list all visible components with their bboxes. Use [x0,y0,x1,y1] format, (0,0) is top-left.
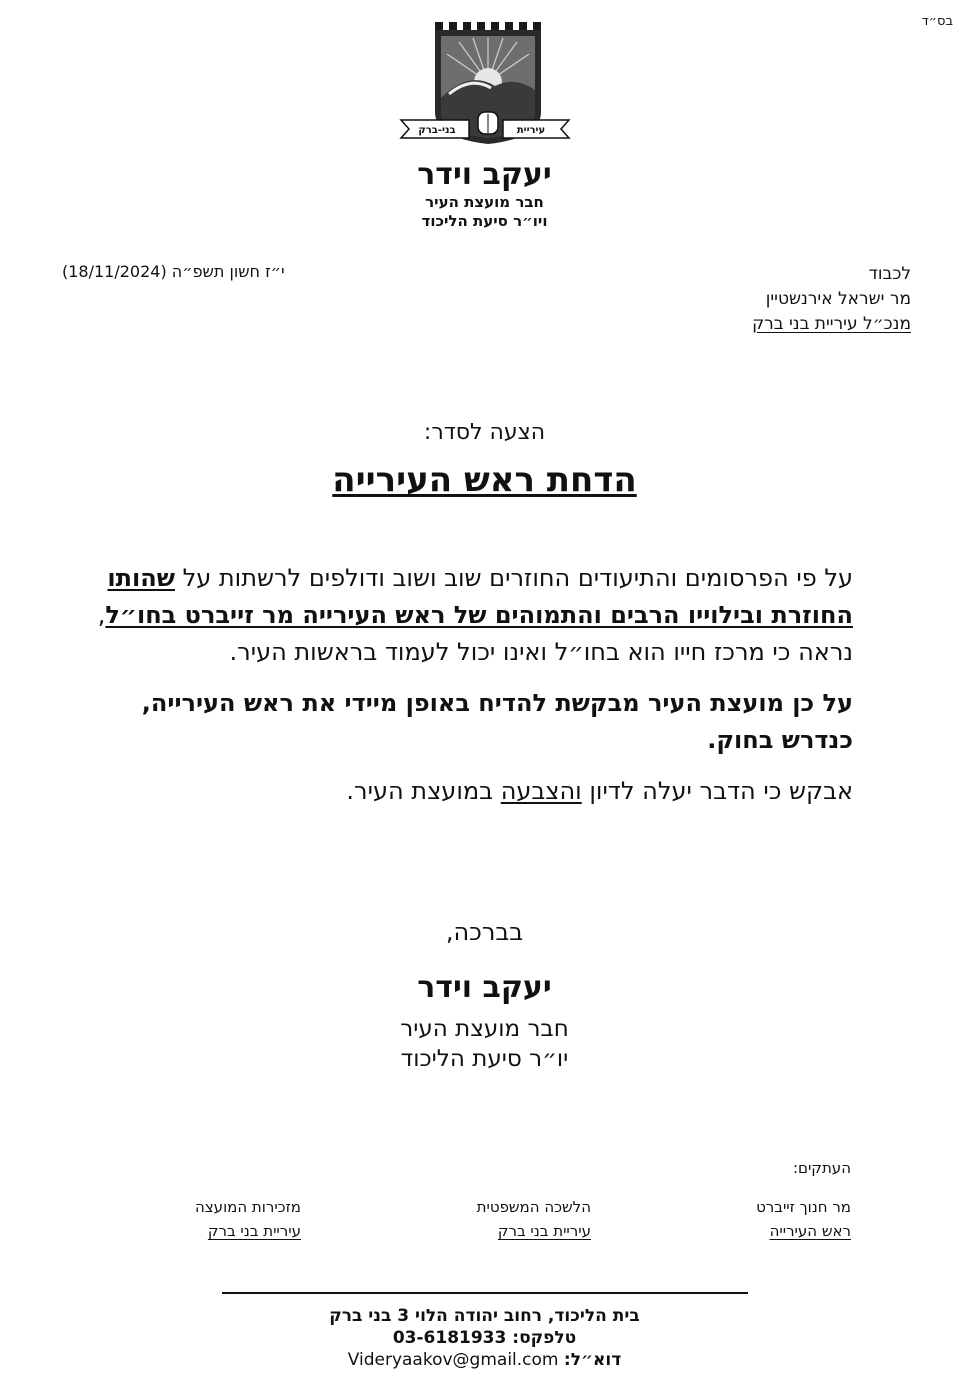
p1-end: , נראה כי מרכז חייו הוא בחו״ל ואינו יכול לעמוד בראשות העיר. [97,601,853,666]
recipient-line1: לכבוד [868,264,911,284]
footer-email-row [0,1350,969,1370]
subject-title: הדחת ראש העירייה [332,460,637,500]
copy-name: מר חנוך זייברט [756,1198,851,1216]
footer-email-label: דוא״ל: [563,1350,622,1370]
copy-recipient [756,1195,851,1243]
recipient-block [752,262,911,337]
copy-recipient [195,1195,301,1243]
signature-name: יעקב וידר [417,970,552,1005]
bsd-mark: בס״ד [921,14,953,29]
copy-recipient [477,1195,591,1243]
footer-phone-row [0,1328,969,1348]
copy-name: מזכירות המועצה [194,1198,301,1216]
footer-phone: 03-6181933 [392,1328,507,1348]
logo-banner-left: בני-ברק [418,125,456,136]
logo-banner-right: עיריית [516,125,546,136]
footer-phone-label: טלפקס: [512,1328,577,1348]
p3-end: במועצת העיר. [346,777,501,805]
header-title-line1: חבר מועצת העיר [425,193,544,211]
signature-line2: יו״ר סיעת הליכוד [400,1046,569,1072]
footer-address: בית הליכוד, רחוב יהודה הלוי 3 בני ברק [329,1306,640,1326]
p3-underlined: והצבעה [500,777,582,805]
letter-body [93,560,853,824]
recipient-line2: מר ישראל אירנשטיין [765,289,911,309]
p1-start: על פי הפרסומים והתיעודים החוזרים שוב ושוב ודולפים לרשתות על [174,564,853,592]
signature-line1: חבר מועצת העיר [400,1016,569,1042]
closing: בברכה, [445,918,524,946]
footer-email[interactable]: Videryaakov@gmail.com [347,1350,559,1370]
body-paragraph-3 [93,773,853,810]
copy-name: הלשכה המשפטית [476,1198,591,1216]
copy-org: ראש העירייה [769,1222,851,1240]
subject-intro: הצעה לסדר: [423,420,546,445]
letter-date: י״ז חשון תשפ״ה (18/11/2024) [62,262,285,281]
copy-org: עיריית בני ברק [207,1222,301,1240]
recipient-line3: מנכ״ל עיריית בני ברק [752,314,911,334]
body-paragraph-1 [93,560,853,671]
copies-title: העתקים: [792,1159,851,1177]
header-name: יעקב וידר [417,157,552,192]
header-title-line2: ויו״ר סיעת הליכוד [421,212,548,230]
body-paragraph-2: על כן מועצת העיר מבקשת להדיח באופן מיידי את ראש העירייה, כנדרש בחוק. [141,689,853,754]
city-emblem-logo [399,20,571,150]
p1-bold: שהותו החוזרת ובילוייו הרבים והתמוהים של ראש העירייה מר זייברט בחו״ל [105,564,853,629]
p3-start: אבקש כי הדבר יעלה לדיון [581,777,853,805]
copy-org: עיריית בני ברק [497,1222,591,1240]
footer-divider [222,1292,748,1294]
